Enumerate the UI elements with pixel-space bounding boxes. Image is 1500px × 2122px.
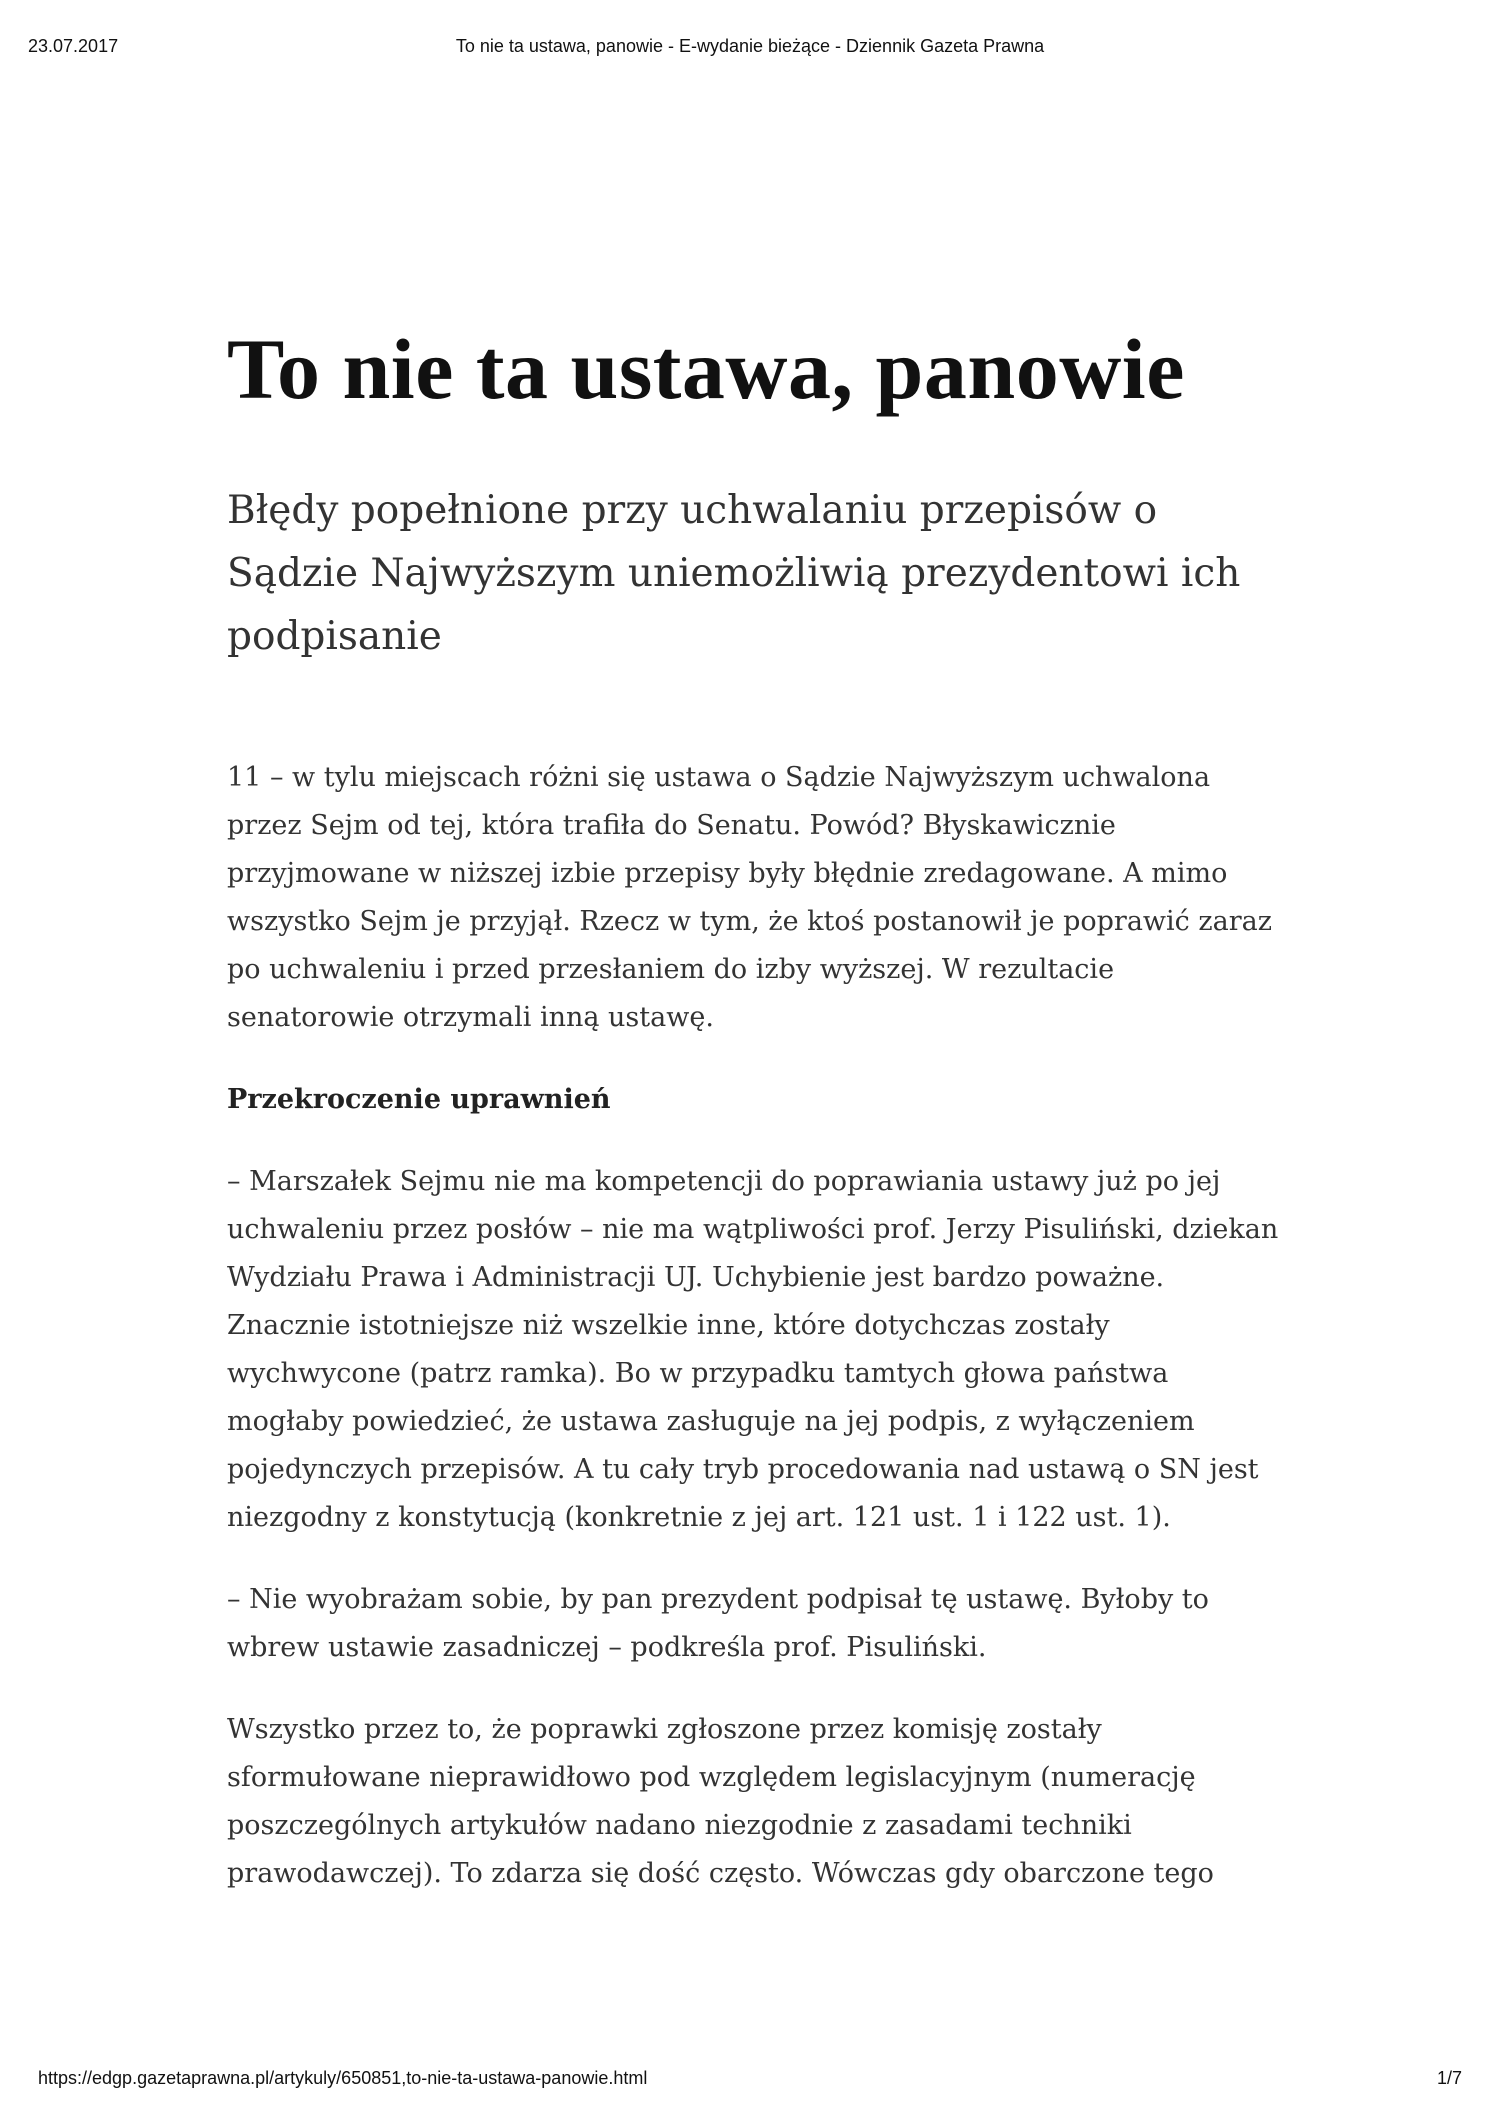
article [227,315,1287,1932]
print-footer [38,2068,1462,2092]
article-paragraph-1: 11 – w tylu miejscach różni się ustawa o Sądzie Najwyższym uchwalona przez Sejm od tej, która trafiła do Senatu. Powód? Błyskawicznie przyjmowane w niższej izbie przepisy były błędnie zredagowane. A mimo wszystko Sejm je przyjął. Rzecz w tym, że ktoś postanowił je poprawić zaraz po uchwaleniu i przed przesłaniem do izby wyższej. W rezultacie senatorowie otrzymali inną ustawę. [227,762,1272,1033]
print-url: https://edgp.gazetaprawna.pl/artykuly/650851,to-nie-ta-ustawa-panowie.html [38,2068,648,2088]
print-header [28,36,1472,60]
page-number: 1/7 [1436,2068,1462,2088]
article-paragraph-4: Wszystko przez to, że poprawki zgłoszone przez komisję zostały sformułowane nieprawidłowo pod względem legislacyjnym (numerację poszczególnych artykułów nadano niezgodnie z zasadami techniki prawodawczej). To zdarza się dość często. Wówczas gdy obarczone tego [227,1714,1214,1889]
article-title: To nie ta ustawa, panowie [227,321,1185,417]
article-body [227,754,1287,1898]
article-paragraph-3: – Nie wyobrażam sobie, by pan prezydent podpisał tę ustawę. Byłoby to wbrew ustawie zasadniczej – podkreśla prof. Pisuliński. [227,1584,1209,1663]
article-subheading: Przekroczenie uprawnień [227,1084,611,1115]
article-paragraph-2: – Marszałek Sejmu nie ma kompetencji do poprawiania ustawy już po jej uchwaleniu przez posłów – nie ma wątpliwości prof. Jerzy Pisuliński, dziekan Wydziału Prawa i Administracji UJ. Uchybienie jest bardzo poważne. Znacznie istotniejsze niż wszelkie inne, które dotychczas zostały wychwycone (patrz ramka). Bo w przypadku tamtych głowa państwa mogłaby powiedzieć, że ustawa zasługuje na jej podpis, z wyłączeniem pojedynczych przepisów. A tu cały tryb procedowania nad ustawą o SN jest niezgodny z konstytucją (konkretnie z jej art. 121 ust. 1 i 122 ust. 1). [227,1166,1279,1533]
print-date: 23.07.2017 [28,36,119,56]
print-page-title: To nie ta ustawa, panowie - E-wydanie bieżące - Dziennik Gazeta Prawna [455,36,1045,56]
article-lead: Błędy popełnione przy uchwalaniu przepisów o Sądzie Najwyższym uniemożliwią prezydentowi ich podpisanie [227,488,1241,659]
